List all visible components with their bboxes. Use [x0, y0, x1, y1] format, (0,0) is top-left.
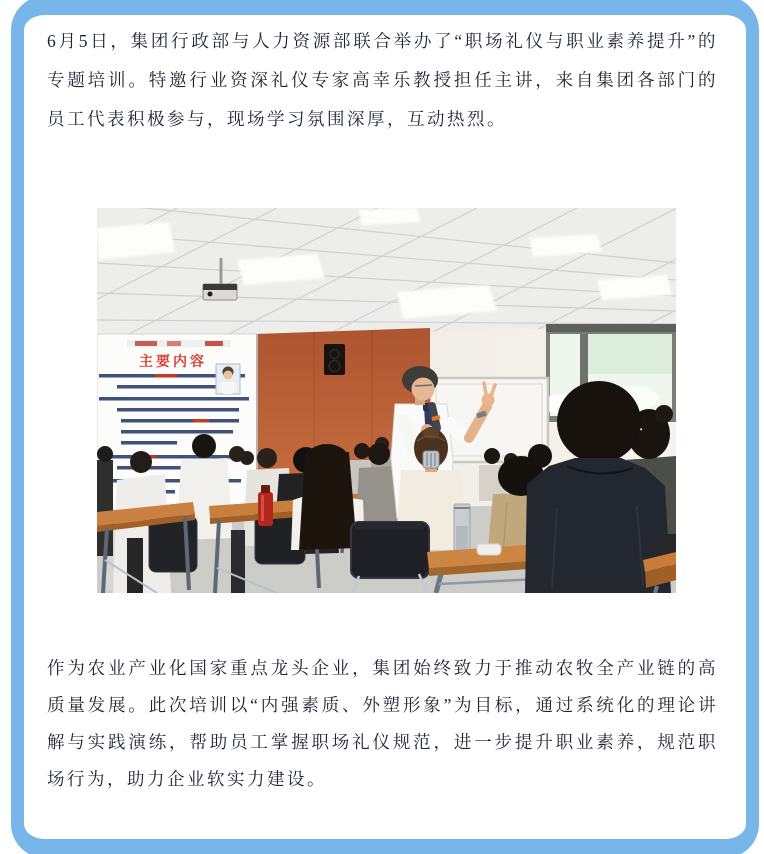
paragraph-closing: 作为农业产业化国家重点龙头企业，集团始终致力于推动农牧全产业链的高质量发展。此次培训以“内强素质、外塑形象”为目标，通过系统化的理论讲解与实践演练，帮助员工掌握职场礼仪规范，进一步提升职业素养，规范职场行为，助力企业软实力建设。: [47, 658, 718, 789]
paragraph-intro: 6月5日，集团行政部与人力资源部联合举办了“职场礼仪与职业素养提升”的专题培训。特邀行业资深礼仪专家高幸乐教授担任主讲，来自集团各部门的员工代表积极参与，现场学习氛围深厚，互动热烈。: [47, 31, 718, 129]
classroom-scene: [97, 208, 676, 593]
training-photo[interactable]: [97, 208, 676, 593]
speaker: [324, 344, 345, 375]
slide-portrait: [216, 364, 240, 394]
slide-title: 主要内容: [139, 355, 207, 370]
ceiling: [97, 208, 676, 340]
glass-bottle: [454, 504, 470, 554]
